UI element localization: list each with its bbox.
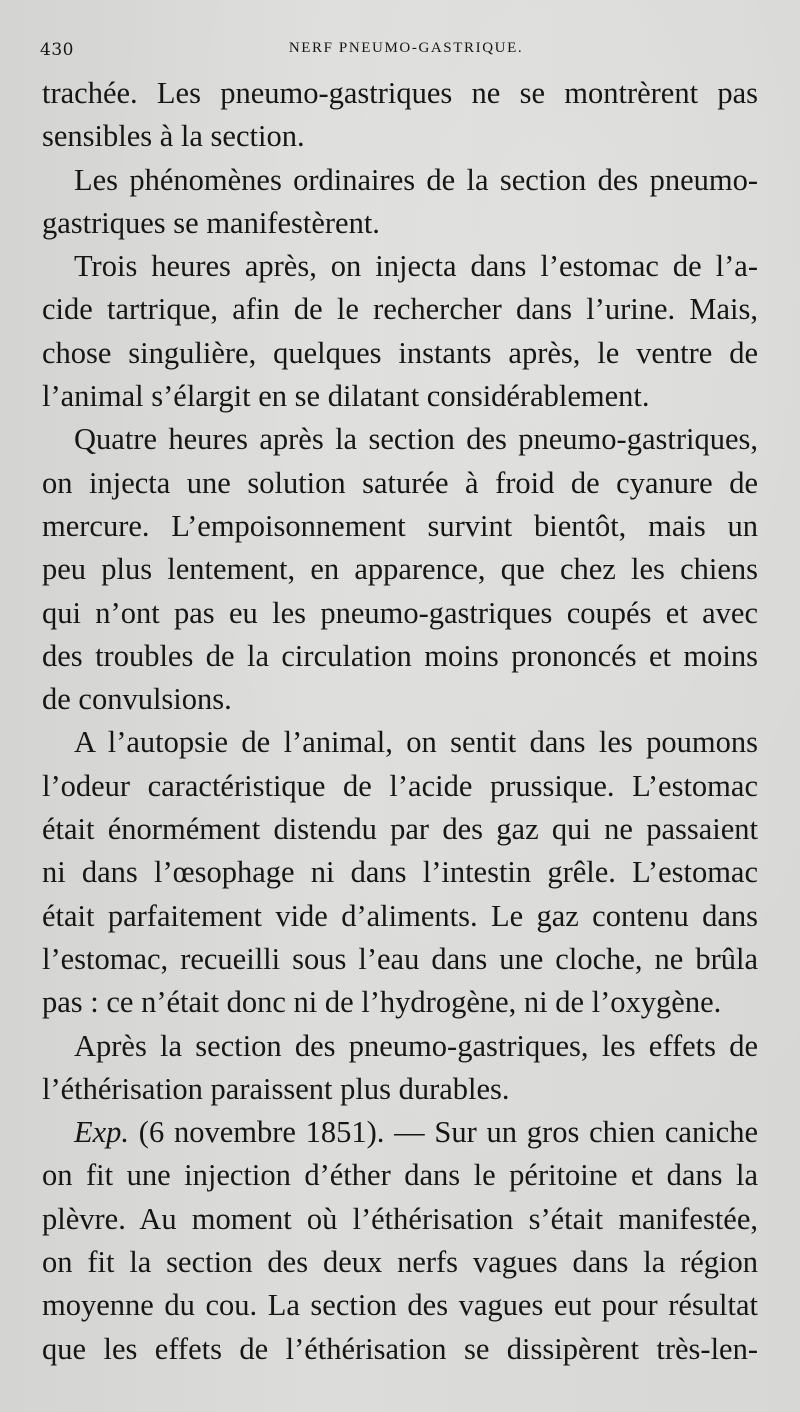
text-line-10: on injecta une solution saturée à froid de cyanure de [42,465,758,500]
text-line-14: des troubles de la circulation moins prononcés et moins [42,638,758,673]
text-line-13: qui n’ont pas eu les pneumo-gastriques coupés et avec [42,595,758,630]
body-text [42,72,758,1371]
text-line-20: était parfaitement vide d’aliments. Le gaz contenu dans [42,898,758,933]
text-line-1: trachée. Les pneumo-gastriques ne se montrèrent pas [42,76,758,110]
text-line-27: plèvre. Au moment où l’éthérisation s’était manifestée, [42,1201,758,1236]
text-line-2: sensibles à la section. [42,119,305,154]
text-line-17: l’odeur caractéristique de l’acide prussique. L’estomac [42,768,758,803]
exp-label: Exp. [74,1115,130,1150]
text-line-29: moyenne du cou. La section des vagues eut pour résultat [42,1288,758,1323]
text-line-16: A l’autopsie de l’animal, on sentit dans les poumons [74,725,758,760]
text-line-26: on fit une injection d’éther dans le péritoine et dans la [42,1158,758,1193]
text-line-22: pas : ce n’était donc ni de l’hydrogène, ni de l’oxygène. [42,985,722,1020]
exp-date-text: (6 novembre 1851). — Sur un gros chien caniche [138,1115,758,1150]
running-title: NERF PNEUMO-GASTRIQUE. [288,40,524,56]
page-number: 430 [40,40,74,60]
text-line-19: ni dans l’œsophage ni dans l’intestin grêle. L’estomac [42,855,758,890]
text-line-5: Trois heures après, on injecta dans l’estomac de l’a- [74,249,758,284]
text-line-15: de convulsions. [42,682,232,717]
text-line-23: Après la section des pneumo-gastriques, les effets de [74,1028,758,1063]
text-line-4: gastriques se manifestèrent. [42,205,380,240]
text-line-30: que les effets de l’éthérisation se dissipèrent très-len- [42,1331,758,1366]
text-line-21: l’estomac, recueilli sous l’eau dans une cloche, ne brûla [42,941,758,976]
text-line-25 [42,1111,758,1154]
text-line-18: était énormément distendu par des gaz qui ne passaient [42,812,758,847]
text-line-8: l’animal s’élargit en se dilatant considérablement. [42,379,650,414]
text-line-6: cide tartrique, afin de le rechercher dans l’urine. Mais, [42,292,758,327]
text-line-24: l’éthérisation paraissent plus durables. [42,1071,510,1106]
page-header [40,38,762,64]
text-line-3: Les phénomènes ordinaires de la section des pneumo- [74,162,758,197]
text-line-11: mercure. L’empoisonnement survint bientôt, mais un [42,508,758,543]
text-line-7: chose singulière, quelques instants après, le ventre de [42,335,758,370]
text-line-12: peu plus lentement, en apparence, que chez les chiens [42,552,758,587]
text-line-9: Quatre heures après la section des pneumo-gastriques, [74,422,758,457]
text-line-28: on fit la section des deux nerfs vagues dans la région [42,1245,758,1280]
